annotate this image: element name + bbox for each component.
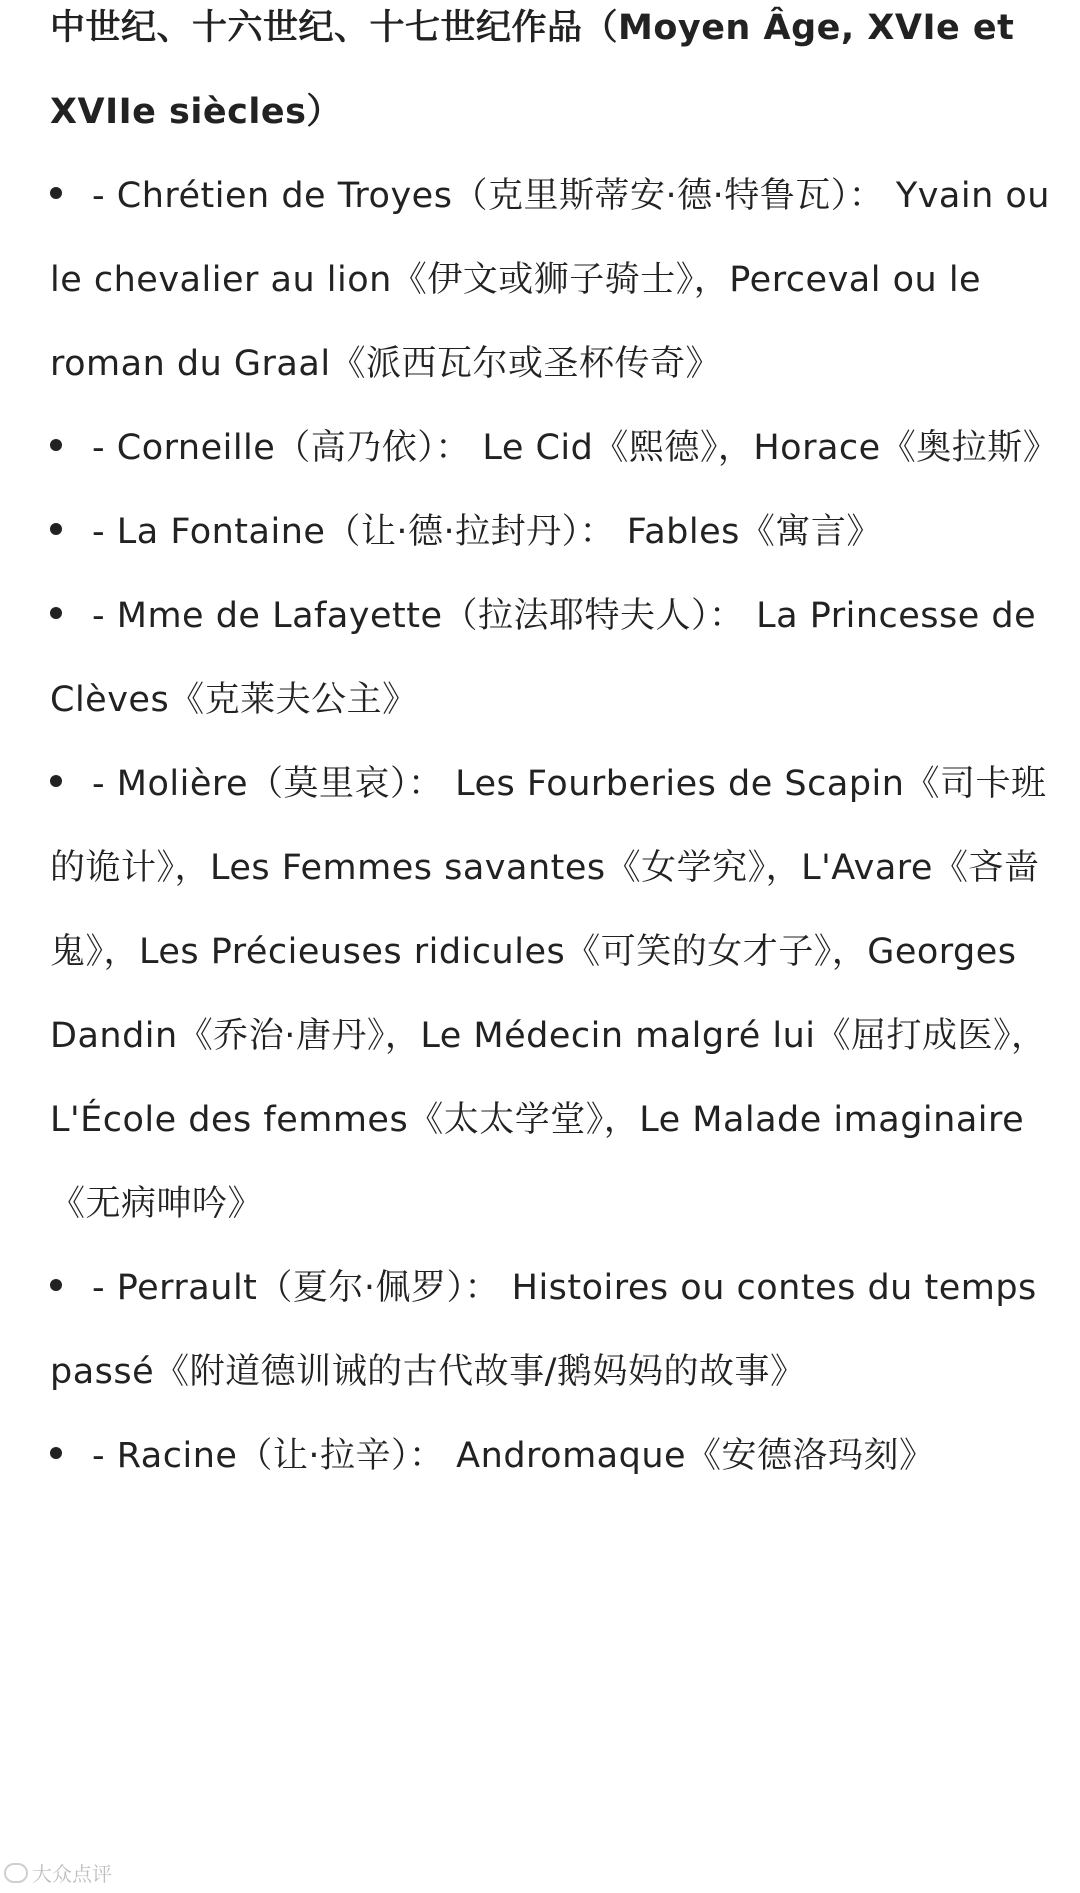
watermark-text: 大众点评 <box>32 1862 112 1886</box>
list-item <box>50 1414 1060 1498</box>
list-item-text: - Molière（莫里哀）： Les Fourberies de Scapin《司卡班的诡计》，Les Femmes savantes《女学究》，L'Avare《吝啬鬼》，Les Précieuses ridicules《可笑的女才子》，Georges Dandin《乔治·唐丹》，Le Médecin malgré lui《屈打成医》，L'École des femmes《太太学堂》，Le Malade imaginaire《无病呻吟》 <box>50 764 1047 1224</box>
list-item-text: - Perrault（夏尔·佩罗）： Histoires ou contes du temps passé《附道德训诫的古代故事/鹅妈妈的故事》 <box>50 1268 1037 1392</box>
list-item <box>50 574 1060 742</box>
bullet-icon <box>50 775 62 787</box>
list-item-text: - La Fontaine（让·德·拉封丹）： Fables《寓言》 <box>92 512 882 552</box>
list-item-text: - Mme de Lafayette（拉法耶特夫人）： La Princesse de Clèves《克莱夫公主》 <box>50 596 1037 720</box>
bullet-icon <box>50 607 62 619</box>
watermark-logo-icon <box>4 1863 28 1883</box>
bullet-icon <box>50 1447 62 1459</box>
section-heading: 中世纪、十六世纪、十七世纪作品（Moyen Âge, XVIe et XVIIe siècles） <box>50 8 1015 132</box>
bullet-icon <box>50 439 62 451</box>
list-item-text: - Corneille（高乃依）： Le Cid《熙德》，Horace《奥拉斯》 <box>92 428 1059 468</box>
list-item-text: - Racine（让·拉辛）： Andromaque《安德洛玛刻》 <box>92 1436 935 1476</box>
bullet-icon <box>50 187 62 199</box>
list-item <box>50 742 1060 1246</box>
works-list <box>50 154 1060 1498</box>
list-item <box>50 154 1060 406</box>
bullet-icon <box>50 523 62 535</box>
bullet-icon <box>50 1279 62 1291</box>
list-item-text: - Chrétien de Troyes（克里斯蒂安·德·特鲁瓦）： Yvain ou le chevalier au lion《伊文或狮子骑士》，Perceval ou le roman du Graal《派西瓦尔或圣杯传奇》 <box>50 176 1050 384</box>
list-item <box>50 490 1060 574</box>
watermark <box>4 1858 112 1887</box>
document-body <box>50 0 1060 1498</box>
list-item <box>50 406 1060 490</box>
list-item <box>50 1246 1060 1414</box>
